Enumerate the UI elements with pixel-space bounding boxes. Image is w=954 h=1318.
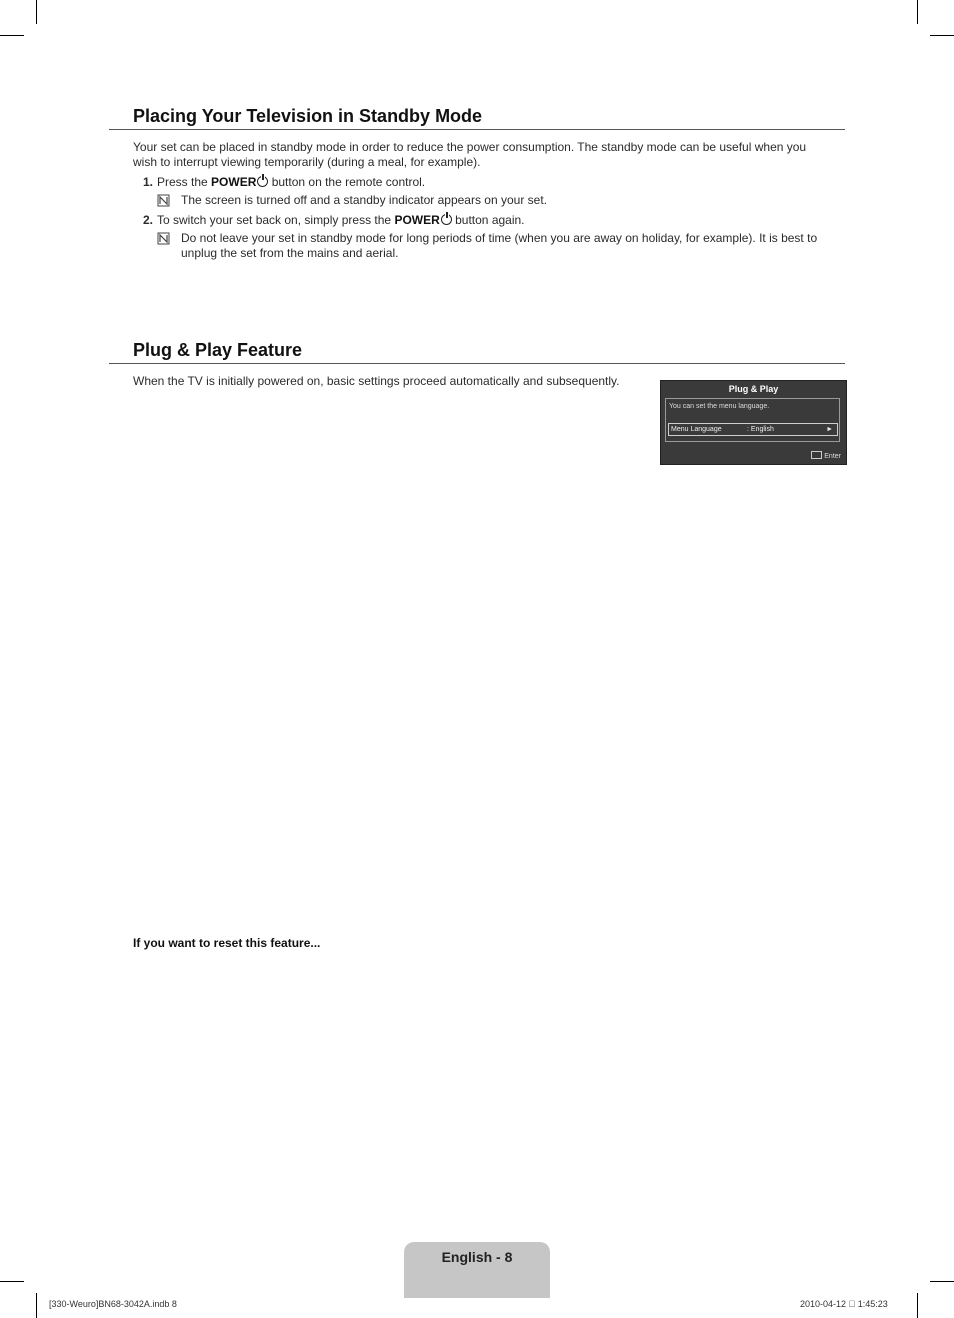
power-icon [257,176,268,187]
crop-mark [36,1293,37,1318]
note-icon [157,232,170,245]
footer-left: [330-Weuro]BN68-3042A.indb 8 [49,1299,177,1309]
enter-icon [811,451,822,459]
note-icon [157,194,170,207]
footer-right: 2010-04-12   1:45:23 [800,1299,888,1309]
crop-mark [917,0,918,24]
reset-heading: If you want to reset this feature... [133,936,321,950]
plug-section-heading [109,339,845,364]
crop-mark [0,1281,24,1282]
crop-mark [930,1281,954,1282]
right-arrow-icon: ► [826,426,833,433]
osd-footer: Enter [811,451,841,462]
standby-intro: Your set can be placed in standby mode in order to reduce the power consumption. The standby mode can be useful when you wish to interrupt viewing temporarily (during a meal, for example). [133,140,807,169]
standby-section-heading [109,105,845,130]
crop-mark [930,35,954,36]
osd-message: You can set the menu language. [669,403,770,410]
crop-mark [36,0,37,24]
page-number-tab: English - 8 [404,1242,550,1298]
power-icon [441,214,452,225]
plug-title: Plug & Play Feature [133,340,303,360]
plug-intro: When the TV is initially powered on, basic settings proceed automatically and subsequently. [133,374,620,388]
crop-mark [917,1293,918,1318]
osd-title: Plug & Play [728,384,779,394]
plug-and-play-osd [660,380,847,465]
osd-menu-language-row: Menu Language : English ► [668,423,838,436]
crop-mark [0,35,24,36]
standby-title: Placing Your Television in Standby Mode [133,106,483,126]
